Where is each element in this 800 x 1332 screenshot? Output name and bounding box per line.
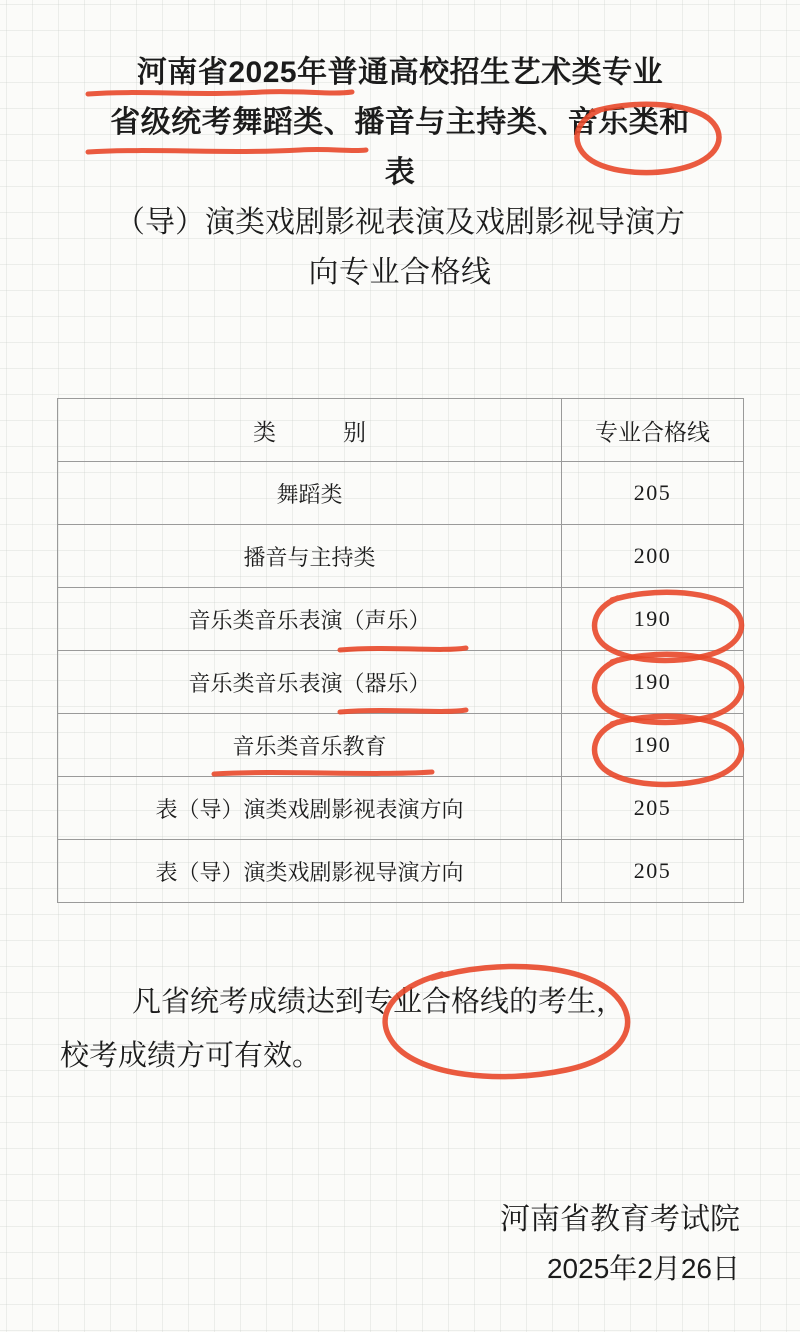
table-row xyxy=(58,588,744,651)
cell-score: 205 xyxy=(562,462,744,525)
cell-score: 190 xyxy=(562,588,744,651)
note-line-2: 校考成绩方可有效。 xyxy=(60,1040,322,1072)
note-line-1: 凡省统考成绩达到专业合格线的考生， xyxy=(132,986,626,1018)
header-category-label: 类 别 xyxy=(253,419,388,445)
issuing-organization: 河南省教育考试院 xyxy=(500,1203,740,1236)
title-line-4: （导）演类戏剧影视表演及戏剧影视导演方 xyxy=(115,206,685,239)
cell-category: 音乐类音乐表演（声乐） xyxy=(58,588,562,651)
cell-score: 205 xyxy=(562,840,744,903)
cell-score: 190 xyxy=(562,714,744,777)
cell-category: 播音与主持类 xyxy=(58,525,562,588)
cell-category: 舞蹈类 xyxy=(58,462,562,525)
title-line-5: 向专业合格线 xyxy=(308,256,492,289)
title-line-2: 省级统考舞蹈类、播音与主持类、音乐类和 xyxy=(110,106,690,139)
table-row xyxy=(58,462,744,525)
issue-date: 2025年2月26日 xyxy=(546,1253,740,1284)
cell-score: 200 xyxy=(562,525,744,588)
signature-block xyxy=(500,1196,740,1294)
header-category xyxy=(58,399,562,462)
header-score: 专业合格线 xyxy=(562,399,744,462)
cell-score: 190 xyxy=(562,651,744,714)
cell-score: 205 xyxy=(562,777,744,840)
cell-category: 音乐类音乐教育 xyxy=(58,714,562,777)
table-row xyxy=(58,777,744,840)
title-line-3: 表 xyxy=(384,156,416,189)
cell-category: 音乐类音乐表演（器乐） xyxy=(58,651,562,714)
table-row xyxy=(58,525,744,588)
note-paragraph xyxy=(60,975,750,1083)
table-row xyxy=(58,840,744,903)
cell-category: 表（导）演类戏剧影视导演方向 xyxy=(58,840,562,903)
title-line-1: 河南省2025年普通高校招生艺术类专业 xyxy=(136,56,664,89)
qualifying-score-table xyxy=(57,398,743,903)
cell-category: 表（导）演类戏剧影视表演方向 xyxy=(58,777,562,840)
table-row xyxy=(58,651,744,714)
document-title xyxy=(60,48,740,298)
table-row xyxy=(58,714,744,777)
table-header-row xyxy=(58,399,744,462)
